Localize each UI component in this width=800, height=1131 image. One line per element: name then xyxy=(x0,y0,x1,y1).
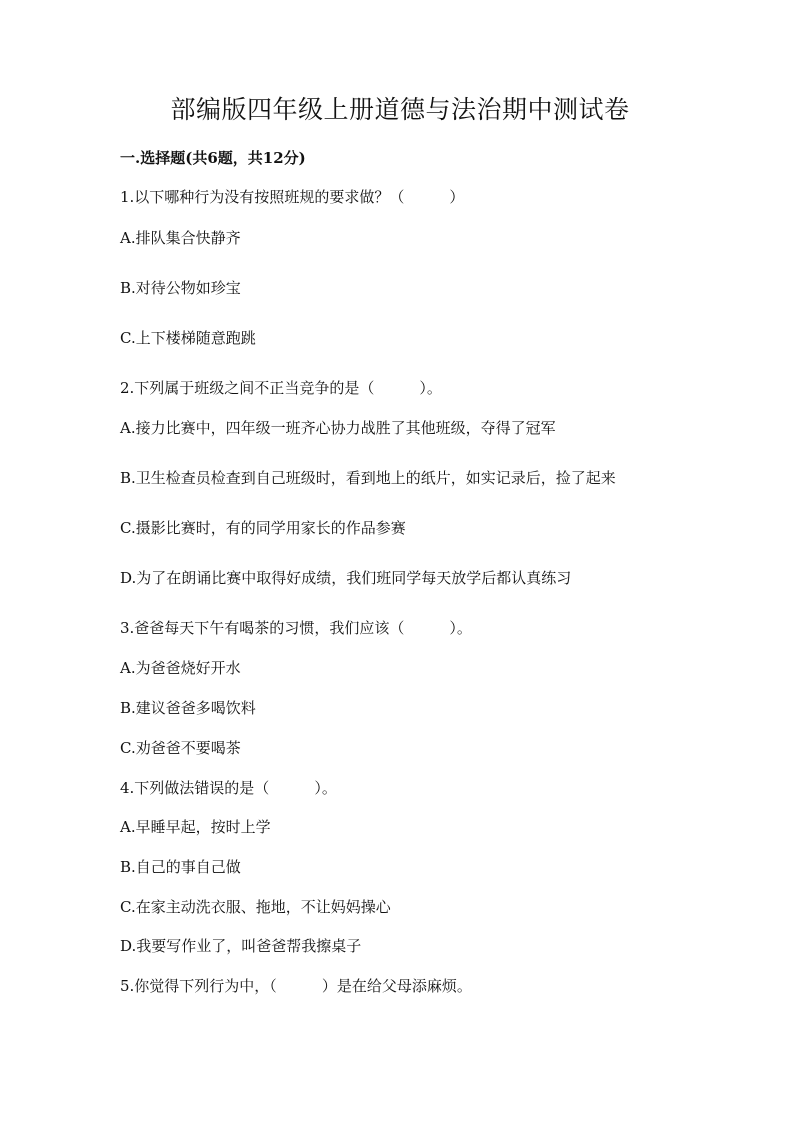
question-2-option-d: D.为了在朗诵比赛中取得好成绩，我们班同学每天放学后都认真练习 xyxy=(120,569,572,587)
question-3-option-c: C.劝爸爸不要喝茶 xyxy=(120,739,241,757)
page-title: 部编版四年级上册道德与法治期中测试卷 xyxy=(170,95,630,124)
question-3-stem: 3.爸爸每天下午有喝茶的习惯，我们应该（ ）。 xyxy=(120,619,472,637)
question-2-option-a: A.接力比赛中，四年级一班齐心协力战胜了其他班级，夺得了冠军 xyxy=(120,419,556,437)
question-4-option-b: B.自己的事自己做 xyxy=(120,858,241,876)
question-1-option-a: A.排队集合快静齐 xyxy=(120,229,241,247)
question-1-option-b: B.对待公物如珍宝 xyxy=(120,279,241,297)
question-3-option-b: B.建议爸爸多喝饮料 xyxy=(120,699,256,717)
question-4-option-c: C.在家主动洗衣服、拖地，不让妈妈操心 xyxy=(120,898,391,916)
question-3-option-a: A.为爸爸烧好开水 xyxy=(120,659,241,677)
question-1-stem: 1.以下哪种行为没有按照班规的要求做？（ ） xyxy=(120,188,465,206)
question-4-option-a: A.早睡早起，按时上学 xyxy=(120,818,271,836)
question-2-option-c: C.摄影比赛时，有的同学用家长的作品参赛 xyxy=(120,519,406,537)
question-2-stem: 2.下列属于班级之间不正当竞争的是（ ）。 xyxy=(120,379,442,397)
question-5-stem: 5.你觉得下列行为中，（ ）是在给父母添麻烦。 xyxy=(120,977,472,995)
section-heading: 一.选择题(共6题，共12分) xyxy=(120,149,306,167)
question-1-option-c: C.上下楼梯随意跑跳 xyxy=(120,329,256,347)
question-4-stem: 4.下列做法错误的是（ ）。 xyxy=(120,779,337,797)
question-4-option-d: D.我要写作业了，叫爸爸帮我擦桌子 xyxy=(120,937,362,955)
question-2-option-b: B.卫生检查员检查到自己班级时，看到地上的纸片，如实记录后，捡了起来 xyxy=(120,469,616,487)
